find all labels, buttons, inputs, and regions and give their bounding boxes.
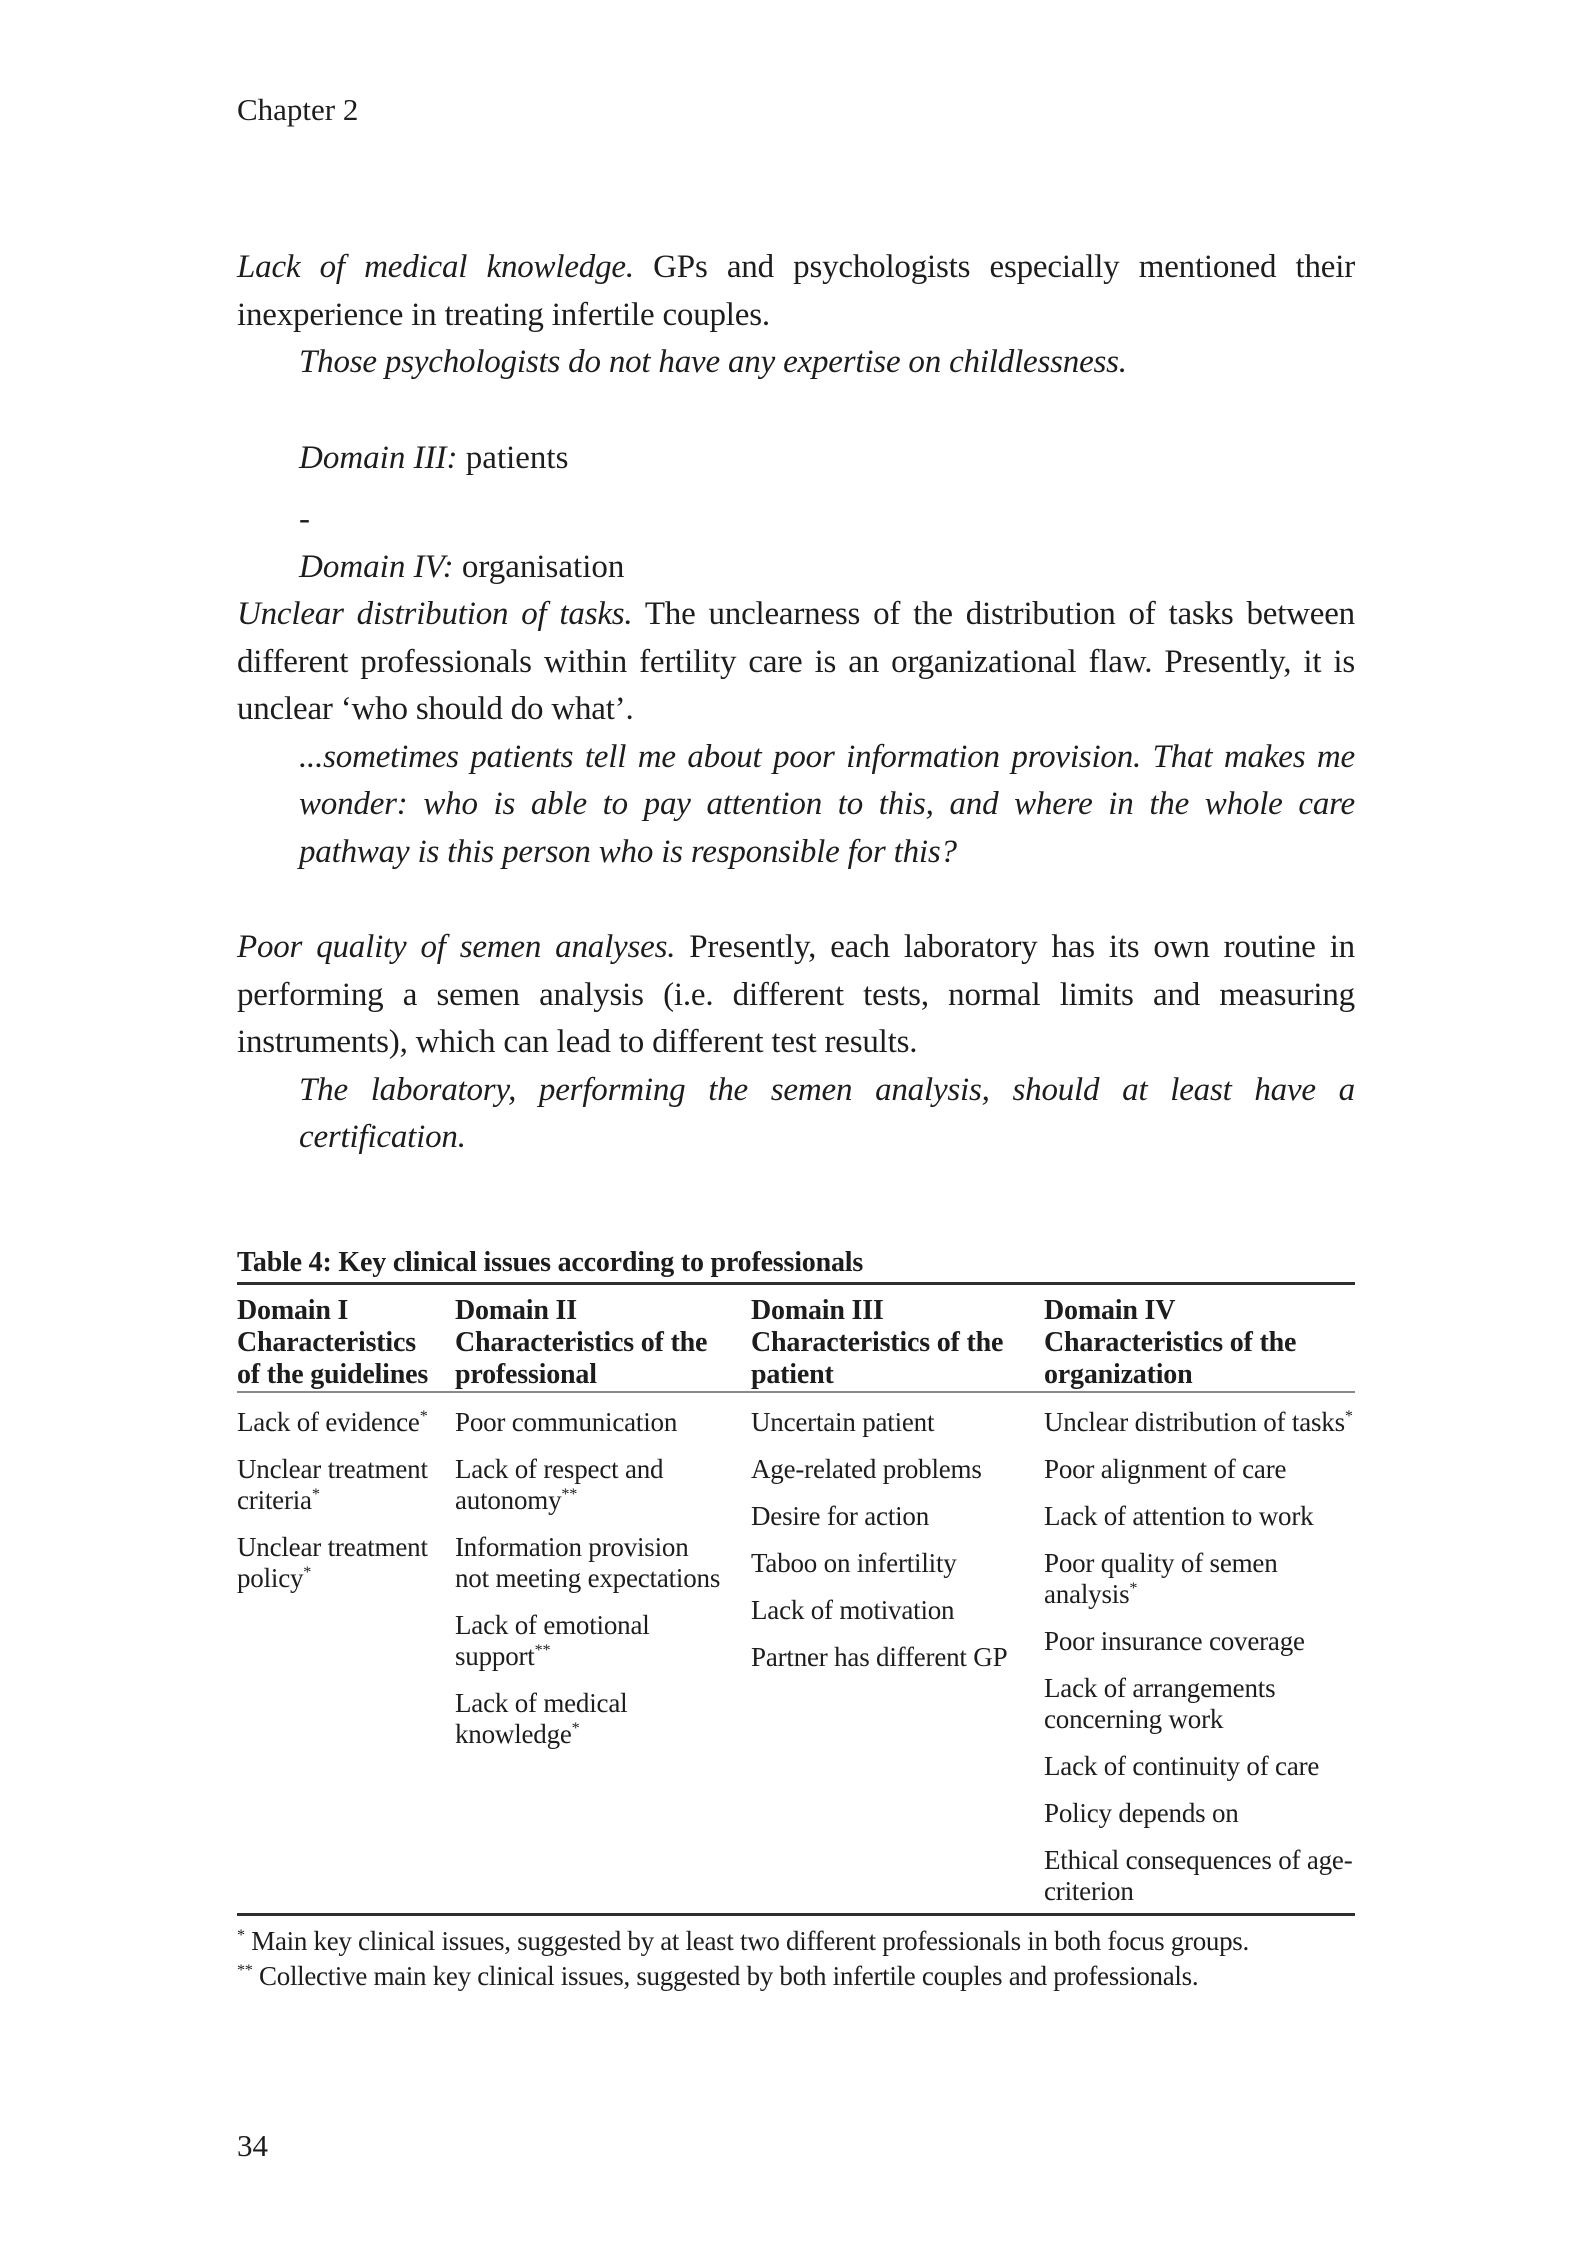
paragraph-poor-quality-semen [237, 924, 1355, 1067]
dash-line: - [299, 501, 310, 537]
item-marker: * [1344, 1406, 1353, 1425]
paragraph-lead-phrase: Unclear distribution of tasks. [237, 596, 633, 632]
table-key-clinical-issues [237, 1246, 1355, 1994]
column-subtitle: Characteristics of the patient [751, 1326, 1004, 1390]
column-subtitle: Characteristics of the guidelines [237, 1326, 429, 1390]
table-column-domain-i [237, 1407, 455, 1907]
table-header-cell [455, 1295, 751, 1391]
domain-label: Domain III: [299, 439, 458, 476]
footnote-marker: * [237, 1925, 245, 1944]
paragraph-lead-phrase: Lack of medical knowledge. [237, 249, 634, 285]
paragraph-text: Presently, each laboratory has its own routine in performing a semen analysis (i.e. different tests, normal limits and measuring instruments), which can lead to different test results. [237, 929, 1355, 1060]
column-title: Domain II [455, 1294, 577, 1326]
domain-value: patients [465, 439, 569, 476]
domain-label: Domain IV: [299, 548, 454, 585]
table-item: Lack of motivation [751, 1594, 955, 1625]
table-rule-bottom [237, 1913, 1355, 1916]
table-item: Age-related problems [751, 1453, 982, 1484]
item-marker: * [571, 1718, 580, 1737]
column-subtitle: Characteristics of the organization [1044, 1326, 1297, 1390]
table-item: Unclear treatment policy* [237, 1531, 428, 1593]
table-item: Partner has different GP [751, 1641, 1008, 1672]
table-item: Ethical consequences of age-criterion [1044, 1844, 1353, 1906]
block-quote: Those psychologists do not have any expertise on childlessness. [299, 344, 1127, 380]
table-item: Lack of attention to work [1044, 1500, 1314, 1531]
table-item: Unclear distribution of tasks* [1044, 1406, 1353, 1437]
table-item: Taboo on infertility [751, 1547, 957, 1578]
table-item: Desire for action [751, 1500, 930, 1531]
page-number: 34 [237, 2128, 268, 2163]
footnote-text: Collective main key clinical issues, suggested by both infertile couples and professionals. [259, 1960, 1199, 1991]
item-marker: ** [534, 1640, 551, 1659]
item-marker: * [311, 1484, 320, 1503]
table-column-domain-iii [751, 1407, 1044, 1907]
table-caption: Table 4: Key clinical issues according to professionals [237, 1246, 864, 1278]
table-item: Poor quality of semen analysis* [1044, 1547, 1278, 1609]
column-title: Domain IV [1044, 1294, 1176, 1326]
footnote-text: Main key clinical issues, suggested by at least two different professionals in both focus groups. [251, 1925, 1249, 1956]
paragraph-lack-of-medical-knowledge [237, 244, 1355, 339]
table-header-row [237, 1285, 1355, 1391]
item-marker: ** [561, 1484, 578, 1503]
table-item: Poor alignment of care [1044, 1453, 1287, 1484]
table-item: Lack of continuity of care [1044, 1750, 1320, 1781]
table-column-domain-iv [1044, 1407, 1355, 1907]
table-header-cell [237, 1295, 455, 1391]
table-item: Poor communication [455, 1406, 678, 1437]
item-marker: * [303, 1562, 312, 1581]
table-header-cell [1044, 1295, 1355, 1391]
table-body [237, 1393, 1355, 1913]
table-item: Information provision not meeting expectations [455, 1531, 721, 1593]
table-item: Lack of arrangements concerning work [1044, 1672, 1276, 1734]
paragraph-text: The unclearness of the distribution of tasks between different professionals within fertility care is an organizational flaw. Presently, it is unclear ‘who should do what’. [237, 596, 1355, 727]
column-title: Domain III [751, 1294, 884, 1326]
table-item: Lack of respect and autonomy** [455, 1453, 664, 1515]
table-item: Uncertain patient [751, 1406, 935, 1437]
item-marker: * [419, 1406, 428, 1425]
paragraph-text: GPs and psychologists especially mentioned their inexperience in treating infertile couples. [237, 249, 1355, 333]
footnote [237, 1924, 1355, 1959]
table-footnotes [237, 1924, 1355, 1994]
chapter-header: Chapter 2 [237, 92, 359, 127]
footnote [237, 1959, 1355, 1994]
column-subtitle: Characteristics of the professional [455, 1326, 708, 1390]
paragraph-unclear-distribution [237, 591, 1355, 734]
table-item: Lack of evidence* [237, 1406, 428, 1437]
domain-iii-line [299, 435, 1355, 483]
block-quote: ...sometimes patients tell me about poor information provision. That makes me wonder: who is able to pay attention to this, and where in the whole care pathway is this person who is responsible for this? [299, 738, 1355, 870]
domain-value: organisation [461, 548, 625, 585]
table-item: Lack of medical knowledge* [455, 1687, 628, 1749]
table-column-domain-ii [455, 1407, 751, 1907]
block-quote: The laboratory, performing the semen analysis, should at least have a certification. [299, 1071, 1355, 1155]
column-title: Domain I [237, 1294, 349, 1326]
table-item: Policy depends on [1044, 1797, 1239, 1828]
table-item: Poor insurance coverage [1044, 1625, 1305, 1656]
table-item: Unclear treatment criteria* [237, 1453, 428, 1515]
table-header-cell [751, 1295, 1044, 1391]
item-marker: * [1129, 1578, 1138, 1597]
footnote-marker: ** [237, 1960, 253, 1979]
paragraph-lead-phrase: Poor quality of semen analyses. [237, 929, 676, 965]
domain-iv-line [299, 544, 1355, 592]
table-item: Lack of emotional support** [455, 1609, 650, 1671]
